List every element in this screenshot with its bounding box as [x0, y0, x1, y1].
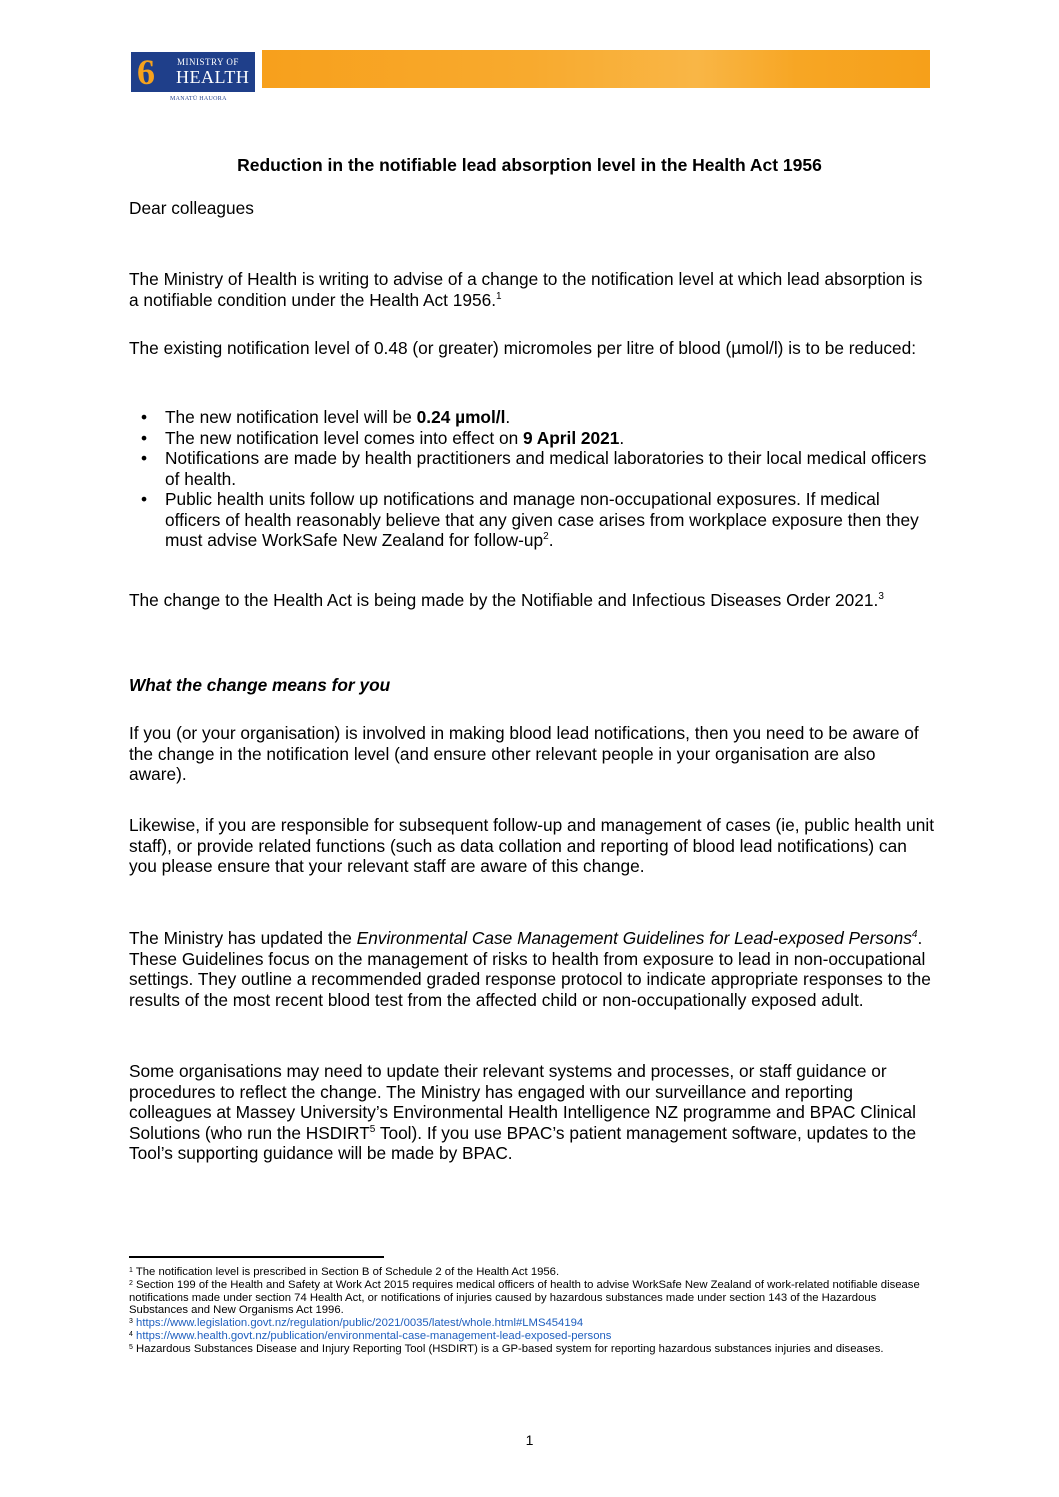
- paragraph-likewise: Likewise, if you are responsible for subsequent follow-up and management of cases (ie, public health unit staff), or provide related functions (such as data collation and reporting of blood lead notifications) can you please ensure that your relevant staff are aware of this change.: [129, 815, 935, 876]
- footnotes: [129, 1266, 934, 1356]
- footnote: $^3$ https://www.legislation.govt.nz/regulation/public/2021/0035/latest/whole.html#LMS454194: [129, 1317, 584, 1330]
- logo-line1: MINISTRY OF: [177, 57, 239, 67]
- footnote: $^5$ Hazardous Substances Disease and Injury Reporting Tool (HSDIRT) is a GP-based system for reporting hazardous substances injuries and diseases.: [129, 1342, 884, 1355]
- list-item: • Public health units follow up notifications and manage non-occupational exposures. If medical officers of health reasonably believe that any given case arises from workplace exposure then they must advise WorkSafe New Zealand for follow-$up^2$.: [129, 489, 934, 551]
- paragraph-existing-level: The existing notification level of 0.48 (or greater) micromoles per litre of blood (µmol/l) is to be reduced:: [129, 338, 917, 358]
- paragraph-systems: Some organisations may need to update their relevant systems and processes, or staff guidance or procedures to reflect the change. The Ministry has engaged with our surveillance and reporting colleagues at Massey University’s Environmental Health Intelligence NZ programme and BPAC Clinical Solutions (who run the HSDIRT$^5$ Tool). If you use BPAC’s patient management software, updates to the Tool’s supporting guidance will be made by BPAC.: [129, 1061, 917, 1163]
- footnote-separator: [129, 1256, 384, 1258]
- footnote: $^2$ Section 199 of the Health and Safety at Work Act 2015 requires medical officers of health to advise WorkSafe New Zealand of work-related notifiable disease notifications made under section 74 Health Act, or notifications of injuries caused by hazardous substances made under section 143 of the Hazardous Substances and New Organisms Act 1996.: [129, 1278, 920, 1317]
- guidelines-link[interactable]: https://www.health.govt.nz/publication/environmental-case-management-lead-exposed-persons: [136, 1329, 612, 1342]
- document-title: Reduction in the notifiable lead absorption level in the Health Act 1956: [237, 155, 822, 175]
- header-banner: [262, 50, 930, 88]
- logo-subtitle: MANATŪ HAUORA: [170, 96, 227, 102]
- ministry-of-health-logo: [131, 52, 255, 92]
- section-heading: What the change means for you: [129, 675, 391, 695]
- list-item: • The new notification level will be 0.24 µmol/l.: [129, 407, 934, 428]
- salutation: Dear colleagues: [129, 198, 254, 218]
- footnote-ref: 1: [496, 290, 502, 302]
- legislation-link[interactable]: https://www.legislation.govt.nz/regulation/public/2021/0035/latest/whole.html#LMS454194: [136, 1317, 584, 1330]
- paragraph-intro: The Ministry of Health is writing to advise of a change to the notification level at which lead absorption is a notifiable condition under the Health Act 1956.$^1$: [129, 269, 923, 310]
- logo-koru-icon: 6: [137, 52, 155, 92]
- list-item: • The new notification level comes into effect on 9 April 2021.: [129, 428, 934, 449]
- list-item: • Notifications are made by health practitioners and medical laboratories to their local medical officers of health.: [129, 448, 934, 489]
- bullet-list: [129, 407, 934, 551]
- footnote: $^4$ https://www.health.govt.nz/publication/environmental-case-management-lead-exposed-persons: [129, 1329, 612, 1342]
- footnote: $^1$ The notification level is prescribed in Section B of Schedule 2 of the Health Act 1956.: [129, 1266, 560, 1278]
- logo-line2: HEALTH: [176, 67, 250, 87]
- page-number: 1: [525, 1432, 534, 1448]
- paragraph-order: The change to the Health Act is being made by the Notifiable and Infectious Diseases Order 2021.$^3$: [129, 590, 884, 610]
- paragraph-guidelines: The Ministry has updated the Environmental Case Management Guidelines for Lead-exposed Persons$^4$. These Guidelines focus on the management of risks to health from exposure to lead in non-occupational settings. They outline a recommended graded response protocol to indicate appropriate responses to the results of the most recent blood test from the affected child or non-occupationally exposed adult.: [129, 928, 931, 1010]
- paragraph-awareness: If you (or your organisation) is involved in making blood lead notifications, then you need to be aware of the change in the notification level (and ensure other relevant people in your organisation are also aware).: [129, 723, 919, 784]
